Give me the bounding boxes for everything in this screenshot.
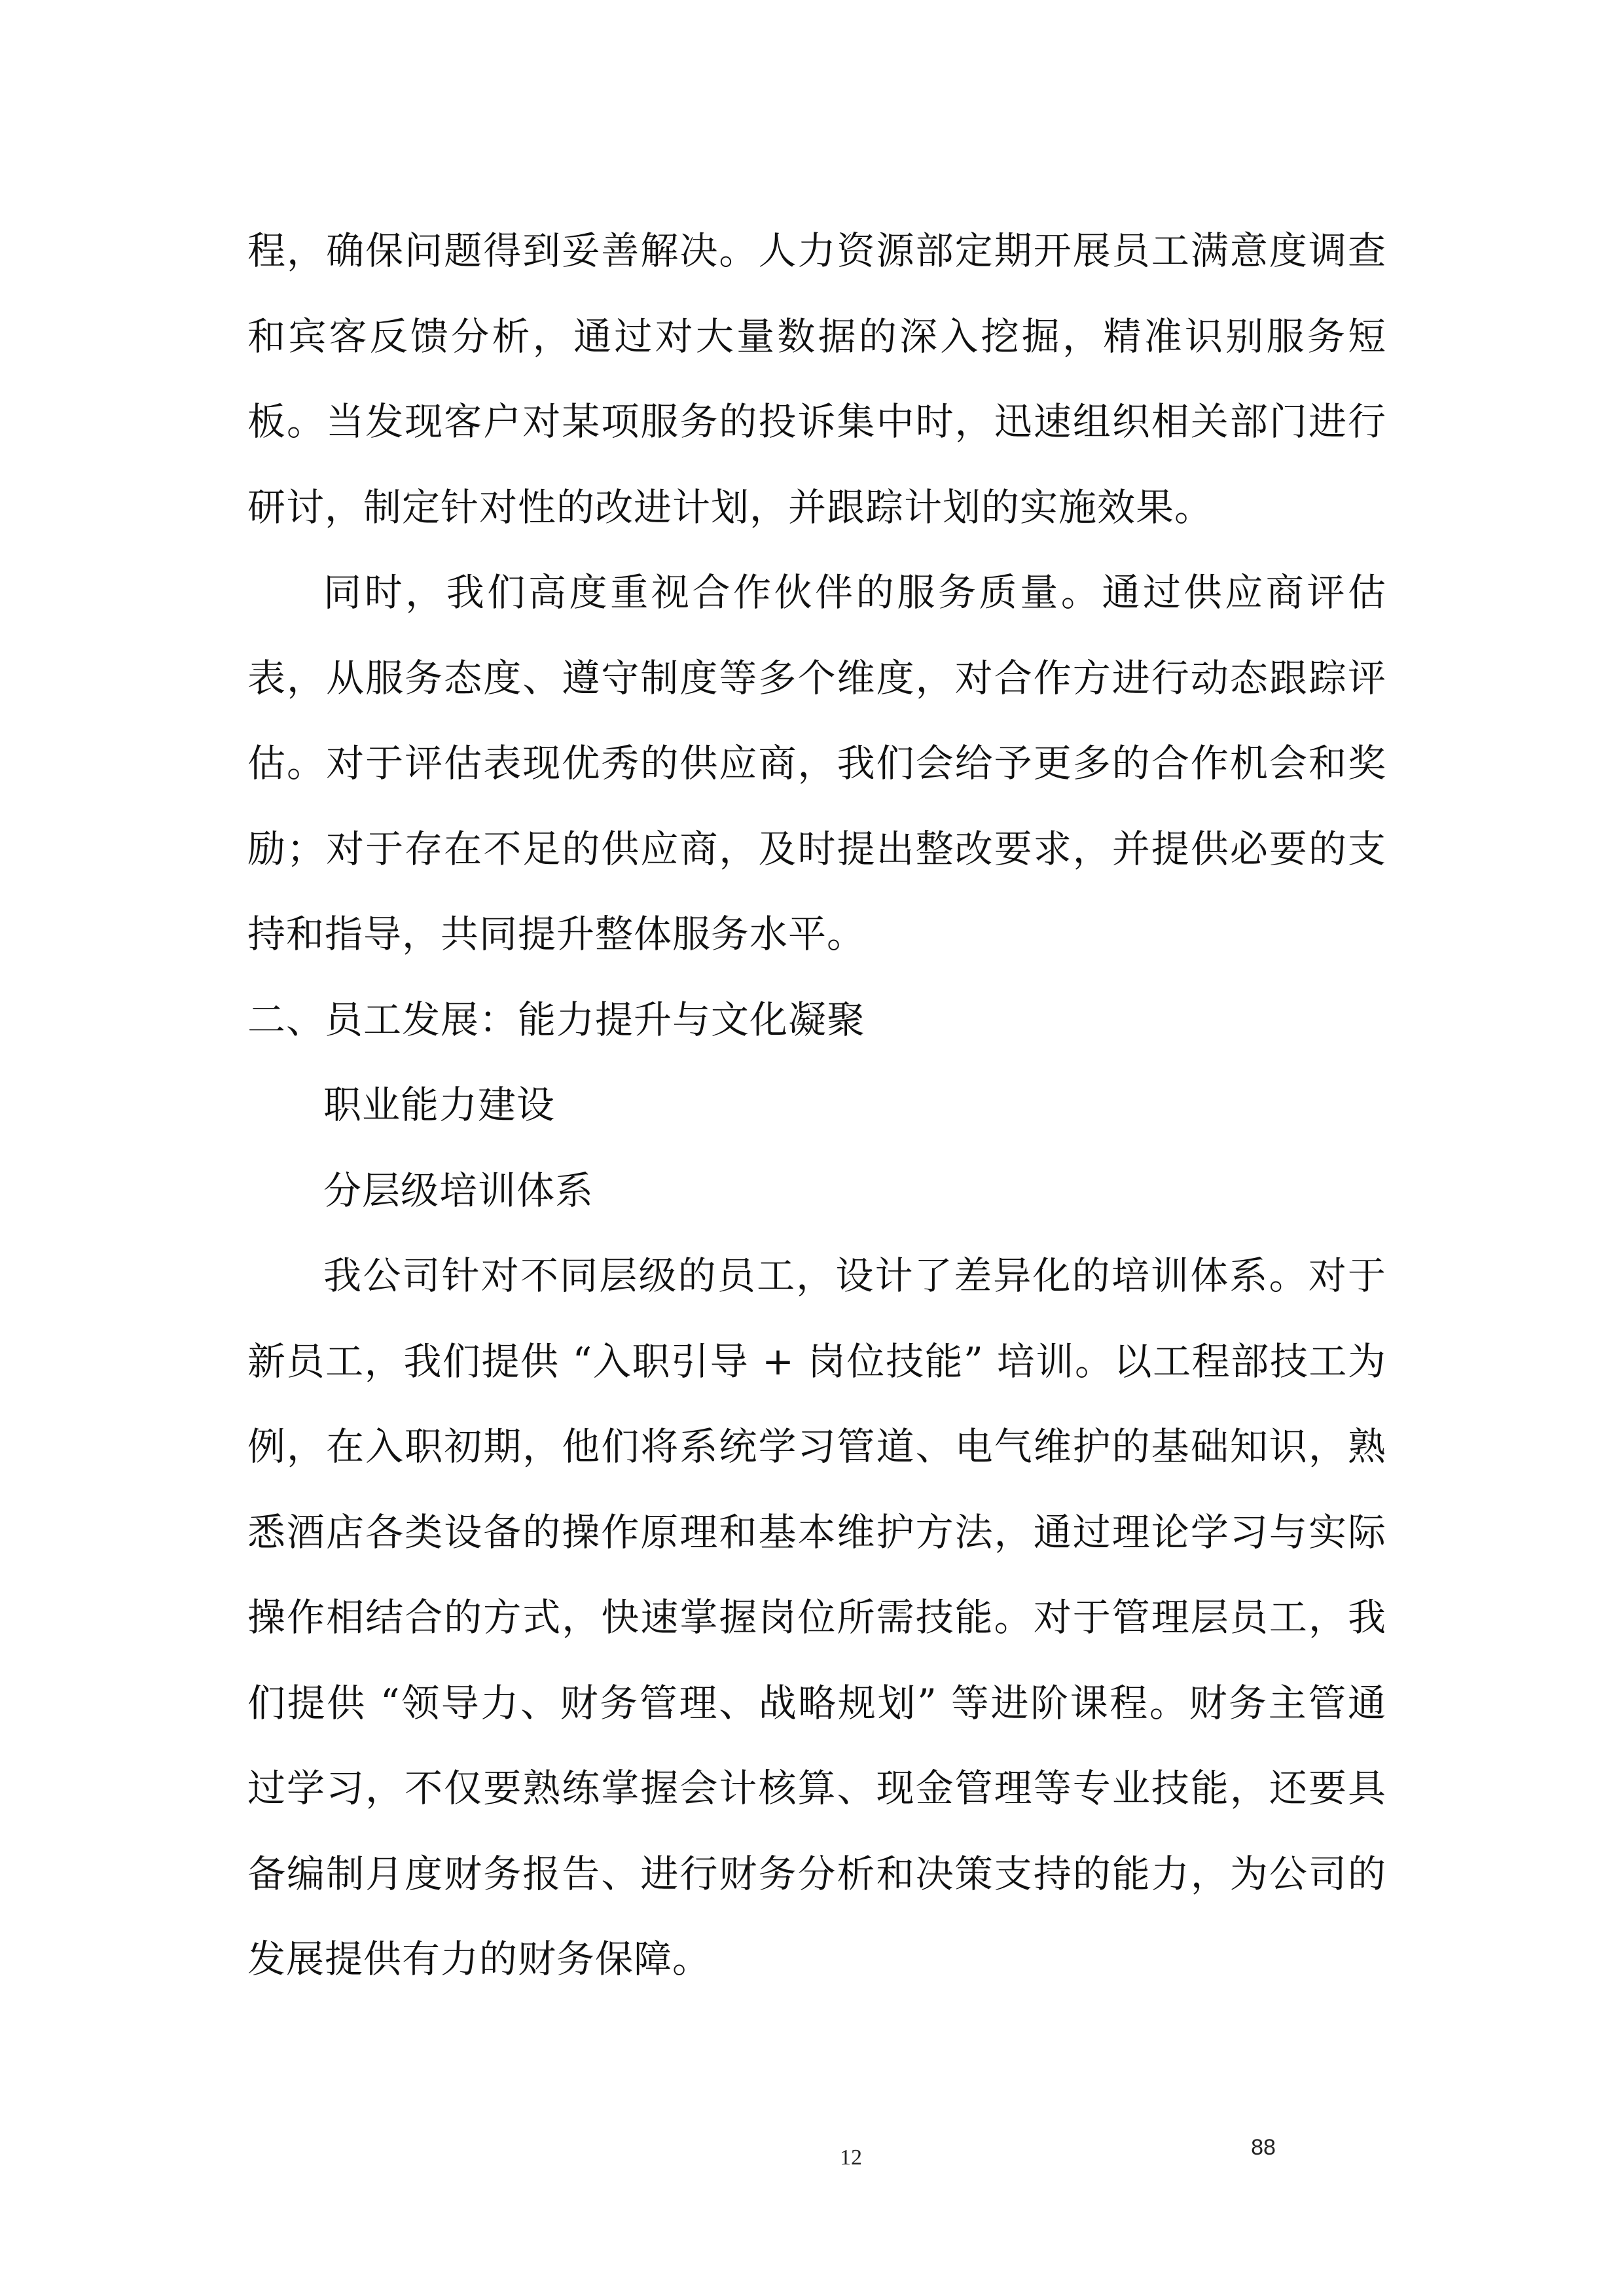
- document-body: [247, 208, 1386, 2002]
- section-heading: 二、员工发展：能力提升与文化凝聚: [247, 997, 866, 1042]
- paragraph-2: 同时，我们高度重视合作伙伴的服务质量。通过供应商评估表，从服务态度、遵守制度等多个维度，对合作方进行动态跟踪评估。对于评估表现优秀的供应商，我们会给予更多的合作机会和奖励；对于存在不足的供应商，及时提出整改要求，并提供必要的支持和指导，共同提升整体服务水平。: [247, 570, 1386, 956]
- paragraph-1: 程，确保问题得到妥善解决。人力资源部定期开展员工满意度调查和宾客反馈分析，通过对大量数据的深入挖掘，精准识别服务短板。当发现客户对某项服务的投诉集中时，迅速组织相关部门进行研讨，制定针对性的改进计划，并跟踪计划的实施效果。: [247, 228, 1386, 529]
- page-number: 12: [840, 2145, 862, 2170]
- paragraph-3: 我公司针对不同层级的员工，设计了差异化的培训体系。对于新员工，我们提供 “入职引导 + 岗位技能” 培训。以工程部技工为例，在入职初期，他们将系统学习管道、电气维护的基础知识，熟悉酒店各类设备的操作原理和基本维护方法，通过理论学习与实际操作相结合的方式，快速掌握岗位所需技能。对于管理层员工，我们提供 “领导力、财务管理、战略规划” 等进阶课程。财务主管通过学习，不仅要熟练掌握会计核算、现金管理等专业技能，还要具备编制月度财务报告、进行财务分析和决策支持的能力，为公司的发展提供有力的财务保障。: [247, 1253, 1386, 1981]
- stamp-page-number: 88: [1251, 2135, 1276, 2160]
- subheading-training-system: 分层级培训体系: [323, 1168, 594, 1213]
- subheading-career-ability: 职业能力建设: [323, 1083, 556, 1127]
